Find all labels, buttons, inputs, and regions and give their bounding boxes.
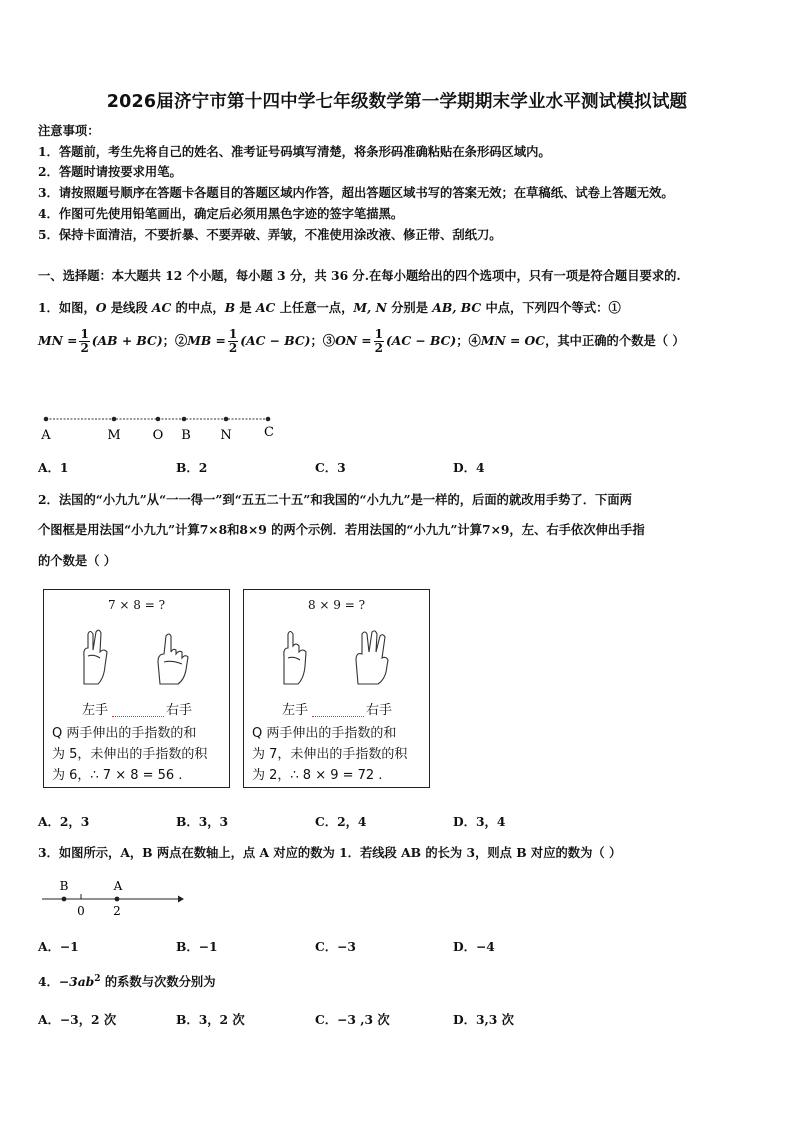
section-heading: 一、选择题：本大题共 12 个小题，每小题 3 分，共 36 分.在每小题给出的四个选项中，只有一项是符合题目要求的.: [38, 268, 681, 283]
q3-option-b[interactable]: B．−1: [176, 939, 218, 954]
q1-option-a[interactable]: A．1: [38, 460, 69, 475]
q1-var-b: B: [224, 300, 236, 315]
q2-stem-line3: 的个数是（ ）: [38, 553, 117, 568]
box1-left-hand-label: 左手: [82, 703, 109, 718]
label-n: N: [220, 428, 232, 443]
q1-option-d[interactable]: D．4: [453, 460, 485, 475]
hands-icon: [74, 626, 204, 686]
point-o: [156, 417, 161, 422]
q1-stem: [38, 298, 621, 316]
q1-text-g: 中点，下列四个等式：①: [481, 300, 621, 315]
arrow-right-icon: [178, 896, 184, 903]
box1-blank-underline: [112, 712, 164, 717]
q3-option-d[interactable]: D．−4: [453, 939, 495, 954]
eq1-lhs: MN =: [38, 333, 78, 348]
q4-option-d[interactable]: D．3,3 次: [453, 1012, 514, 1027]
q4-exponent: 2: [94, 973, 101, 984]
point-a: [44, 417, 49, 422]
q1-text-e: 上任意一点，: [275, 300, 354, 315]
box1-equation: 7 × 8 = ?: [107, 598, 166, 612]
label-o: O: [152, 428, 164, 443]
q1-option-c[interactable]: C．3: [315, 460, 346, 475]
q1-var-o: O: [95, 300, 107, 315]
eq3-frac-num: 1: [374, 327, 383, 341]
hands-icon-2: [274, 626, 404, 686]
q4-expression: −3ab: [58, 974, 95, 989]
q1-var-ac: AC: [151, 300, 172, 315]
box1-right-hand-label: 右手: [166, 703, 193, 718]
label-m: M: [107, 428, 121, 443]
q3-option-c[interactable]: C．−3: [315, 939, 356, 954]
q2-stem-line1: 2．法国的“小九九”从“一一得一”到“五五二十五”和我国的“小九九”是一样的，后面的就改用手势了．下面两: [38, 492, 632, 507]
box2-text-2: 为 7，未伸出的手指数的积: [252, 747, 408, 762]
q3-option-a[interactable]: A．−1: [38, 939, 79, 954]
eq1-rhs: (AB + BC): [91, 333, 163, 348]
q2-option-b[interactable]: B．3，3: [176, 814, 229, 829]
point-c: [266, 417, 271, 422]
q1-text-f: 分别是: [386, 300, 433, 315]
eq1-frac-num: 1: [80, 327, 89, 341]
box2-left-hand-label: 左手: [282, 703, 309, 718]
point-n: [224, 417, 229, 422]
notice-item-2: 2．答题时请按要求用笔。: [38, 164, 182, 179]
eq1-frac-den: 2: [80, 341, 89, 355]
notice-item-1: 1．答题前，考生先将自己的姓名、准考证号码填写清楚，将条形码准确粘贴在条形码区域内。: [38, 144, 551, 159]
notice-heading: 注意事项：: [38, 123, 100, 138]
q1-text-b: 是线段: [106, 300, 152, 315]
q2-option-c[interactable]: C．2，4: [315, 814, 367, 829]
label-b: B: [181, 428, 191, 443]
box1-text-2: 为 5，未伸出的手指数的积: [52, 747, 208, 762]
label-a: A: [41, 428, 51, 443]
q3-number-line: [40, 874, 190, 920]
eq2-frac-num: 1: [228, 327, 238, 341]
box2-text-3: 为 2，∴ 8 × 9 = 72 .: [252, 768, 383, 783]
q4-suffix: 的系数与次数分别为: [100, 974, 216, 989]
eq2-rhs: (AC − BC): [240, 333, 311, 348]
tick-label-2: 2: [113, 904, 121, 918]
q4-stem: [38, 972, 216, 990]
q2-stem-line2: 个图框是用法国“小九九”计算7×8和8×9 的两个示例．若用法国的“小九九”计算7×9，左、右手依次伸出手指: [38, 522, 645, 537]
eq1-fraction: [79, 328, 89, 355]
q2-option-a[interactable]: A．2，3: [38, 814, 90, 829]
point-b: [182, 417, 187, 422]
q3-stem: 3．如图所示，A，B 两点在数轴上，点 A 对应的数为 1．若线段 AB 的长为 3，则点 B 对应的数为（ ）: [38, 845, 622, 860]
point-b-dot: [62, 897, 67, 902]
q1-text-a: 1．如图，: [38, 300, 96, 315]
eq3-frac-den: 2: [374, 341, 383, 355]
q1-text-c: 的中点，: [171, 300, 225, 315]
notice-item-3: 3．请按照题号顺序在答题卡各题目的答题区域内作答，超出答题区域书写的答案无效；在草稿纸、试卷上答题无效。: [38, 185, 674, 200]
q1-text-d: 是: [235, 300, 256, 315]
q1-var-mn: M, N: [353, 300, 387, 315]
notice-item-5: 5．保持卡面清洁，不要折暴、不要弄破、弄皱，不准使用涂改液、修正带、刮纸刀。: [38, 227, 502, 242]
q1-segment-figure: [36, 408, 286, 444]
eq4-sep: ；④: [456, 333, 481, 348]
q4-prefix: 4．: [38, 974, 59, 989]
eq3-rhs: (AC − BC): [385, 333, 457, 348]
box2-text-1: Q 两手伸出的手指数的和: [252, 726, 397, 741]
eq3-lhs: ON =: [335, 333, 372, 348]
box2-equation: 8 × 9 = ?: [307, 598, 366, 612]
q2-option-d[interactable]: D．3，4: [453, 814, 506, 829]
eq2-sep: ；②: [162, 333, 188, 348]
q1-tail: ，其中正确的个数是（ ）: [545, 333, 685, 348]
q1-option-b[interactable]: B．2: [176, 460, 208, 475]
eq2-lhs: MB =: [187, 333, 226, 348]
eq2-frac-den: 2: [228, 341, 238, 355]
page-title: 2026届济宁市第十四中学七年级数学第一学期期末学业水平测试模拟试题: [106, 92, 688, 112]
example-box-7x8: [43, 589, 230, 788]
label-a: A: [113, 879, 123, 893]
eq2-fraction: [228, 328, 238, 355]
point-m: [112, 417, 117, 422]
eq3-fraction: [374, 328, 384, 355]
notice-item-4: 4．作图可先使用铅笔画出，确定后必须用黑色字迹的签字笔描黑。: [38, 206, 404, 221]
box2-right-hand-label: 右手: [366, 703, 393, 718]
q1-var-ac2: AC: [256, 300, 276, 315]
label-c: C: [264, 425, 274, 440]
q1-equations: [38, 328, 685, 355]
box1-text-3: 为 6，∴ 7 × 8 = 56 .: [52, 768, 183, 783]
eq4: MN = OC: [480, 333, 546, 348]
q1-var-abbc: AB, BC: [432, 300, 482, 315]
label-b: B: [59, 879, 69, 893]
tick-label-0: 0: [77, 904, 85, 918]
example-box-8x9: [243, 589, 430, 788]
box2-blank-underline: [312, 712, 364, 717]
q4-option-a[interactable]: A．−3，2 次: [38, 1012, 117, 1027]
eq3-sep: ；③: [310, 333, 336, 348]
q4-option-b[interactable]: B．3，2 次: [176, 1012, 245, 1027]
point-a-dot: [115, 897, 120, 902]
q4-option-c[interactable]: C．−3 ,3 次: [315, 1012, 390, 1027]
box1-text-1: Q 两手伸出的手指数的和: [52, 726, 197, 741]
